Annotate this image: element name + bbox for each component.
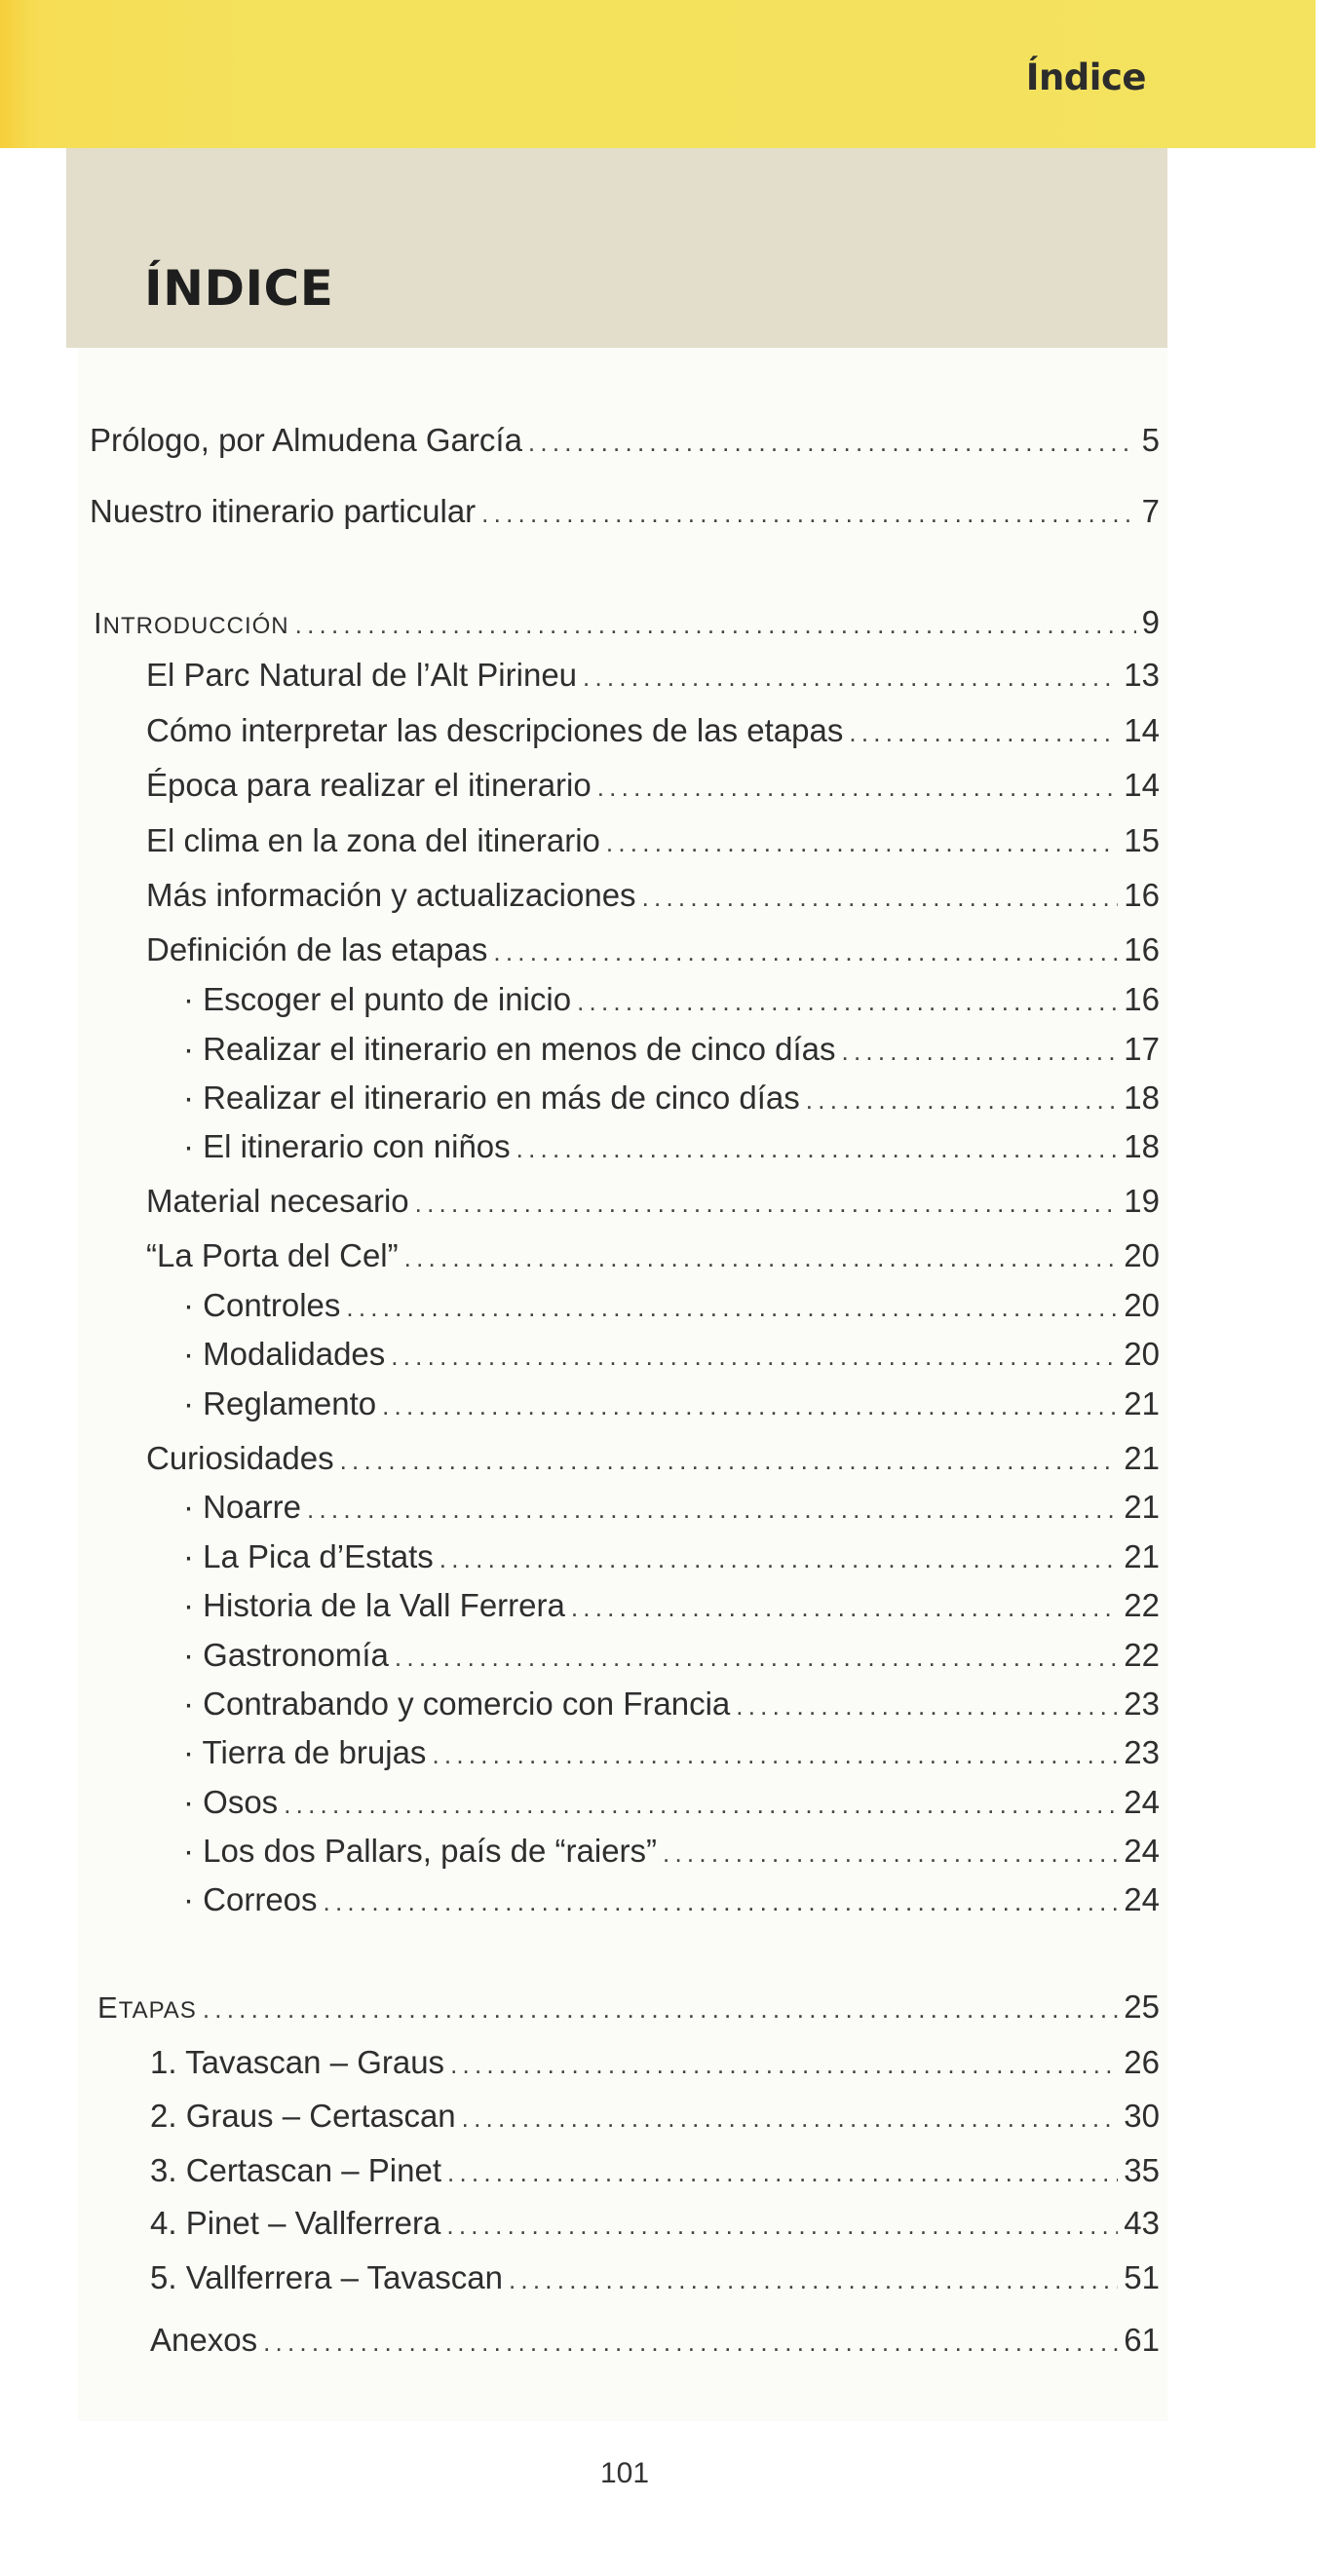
toc-entry-title: · Tierra de brujas: [183, 1734, 427, 1770]
toc-entry-title: · Correos: [183, 1881, 318, 1917]
dot-leader: [263, 2323, 1118, 2362]
toc-page-number: 35: [1124, 2152, 1160, 2188]
toc-entry-title: “La Porta del Cel”: [146, 1237, 399, 1273]
dot-leader: [432, 1735, 1118, 1774]
toc-entry-title: [97, 1989, 197, 2030]
toc-page-number: 21: [1124, 1489, 1160, 1525]
dot-leader: [842, 1032, 1119, 1071]
toc-entry: [183, 1384, 1160, 1425]
toc-page-number: 61: [1124, 2322, 1160, 2358]
toc-page-number: 21: [1124, 1385, 1160, 1421]
toc-page-number: 22: [1124, 1637, 1160, 1673]
toc-entry-title: · Escoger el punto de inicio: [183, 981, 572, 1017]
dot-leader: [395, 1638, 1118, 1677]
toc-page-number: 14: [1124, 767, 1160, 803]
section-head-initial: I: [94, 606, 103, 640]
toc-entry-title: · La Pica d’Estats: [183, 1538, 434, 1574]
dot-leader: [447, 2153, 1118, 2192]
toc-entry-title: · Realizar el itinerario en más de cinco días: [183, 1080, 800, 1116]
toc-entry-title: 1. Tavascan – Graus: [150, 2044, 445, 2080]
dot-leader: [577, 982, 1118, 1021]
toc-entry-title: El Parc Natural de l’Alt Pirineu: [146, 657, 578, 693]
page-number: 101: [599, 2457, 650, 2489]
section-head-rest: NTRODUCCIÓN: [102, 613, 289, 639]
dot-leader: [340, 1441, 1119, 1480]
toc-page-number: 16: [1124, 877, 1160, 913]
toc-entry-title: · Contrabando y comercio con Francia: [183, 1686, 731, 1722]
toc-entry-title: · Gastronomía: [183, 1637, 389, 1673]
toc-page-number: 18: [1124, 1080, 1160, 1116]
title-box: [66, 148, 1167, 348]
dot-leader: [391, 1337, 1118, 1376]
toc-page-number: 25: [1124, 1989, 1160, 2025]
toc-entry: [150, 2151, 1160, 2192]
dot-leader: [324, 1882, 1119, 1921]
toc-page-number: 7: [1141, 493, 1160, 529]
dot-leader: [583, 658, 1118, 697]
toc-page-number: 20: [1124, 1237, 1160, 1273]
toc-entry: [90, 492, 1160, 533]
toc-entry-title: · Modalidades: [183, 1336, 386, 1372]
toc-entry: [146, 930, 1160, 971]
toc-page-number: 23: [1124, 1734, 1160, 1770]
toc-entry-title: Época para realizar el itinerario: [146, 767, 592, 803]
toc-entry-title: 4. Pinet – Vallferrera: [150, 2205, 441, 2241]
toc-page-number: 30: [1124, 2098, 1160, 2134]
toc-entry-title: [94, 604, 289, 646]
toc-page-number: 18: [1124, 1128, 1160, 1164]
toc-entry: [146, 1182, 1160, 1223]
toc-page-number: 17: [1124, 1031, 1160, 1067]
section-head-initial: E: [97, 1990, 119, 2025]
toc-page-number: 14: [1124, 712, 1160, 748]
toc-entry-title: · Historia de la Vall Ferrera: [183, 1587, 565, 1623]
toc-page-number: 9: [1141, 604, 1160, 640]
dot-leader: [307, 1490, 1118, 1529]
section-heading-introduccion: [94, 603, 1160, 646]
section-head-rest: TAPAS: [118, 1997, 197, 2024]
toc-entry-title: Nuestro itinerario particular: [90, 493, 477, 529]
dot-leader: [516, 1129, 1119, 1168]
toc-page-number: 22: [1124, 1587, 1160, 1623]
toc-entry-title: Más información y actualizaciones: [146, 877, 636, 913]
toc-entry: [146, 711, 1160, 752]
toc-page-number: 24: [1124, 1881, 1160, 1917]
toc-entry-title: Cómo interpretar las descripciones de las etapas: [146, 712, 844, 748]
toc-page-number: 21: [1124, 1440, 1160, 1476]
toc-page-number: 20: [1124, 1287, 1160, 1323]
toc-entry: [183, 980, 1160, 1021]
toc-page-number: 23: [1124, 1686, 1160, 1722]
dot-leader: [642, 878, 1119, 917]
toc-entry: [90, 421, 1160, 462]
toc-entry: [183, 1488, 1160, 1529]
toc-entry-title: · Reglamento: [183, 1385, 377, 1421]
toc-entry-title: · El itinerario con niños: [183, 1128, 511, 1164]
toc-page-number: 43: [1124, 2205, 1160, 2241]
toc-entry-title: · Realizar el itinerario en menos de cinco días: [183, 1031, 836, 1067]
toc-entry: [146, 1236, 1160, 1277]
dot-leader: [849, 713, 1118, 752]
toc-entry-title: Anexos: [150, 2322, 258, 2358]
toc-entry-title: · Controles: [183, 1287, 341, 1323]
toc-page-number: 24: [1124, 1784, 1160, 1820]
toc-page-number: 51: [1124, 2259, 1160, 2295]
dot-leader: [597, 768, 1119, 807]
toc-entry: [183, 1335, 1160, 1376]
dot-leader: [663, 1834, 1118, 1873]
dot-leader: [203, 1989, 1118, 2028]
toc-page-number: 20: [1124, 1336, 1160, 1372]
dot-leader: [439, 1539, 1119, 1578]
dot-leader: [481, 494, 1135, 533]
toc-page-number: 13: [1124, 657, 1160, 693]
dot-leader: [346, 1288, 1118, 1327]
toc-page-number: 15: [1124, 822, 1160, 858]
toc-entry: [146, 876, 1160, 917]
toc-entry-title: Definición de las etapas: [146, 931, 488, 967]
toc-page-number: 26: [1124, 2044, 1160, 2080]
toc-entry: [183, 1586, 1160, 1627]
toc-entry: [183, 1880, 1160, 1921]
toc-entry: [150, 2258, 1160, 2299]
dot-leader: [415, 1184, 1119, 1223]
toc-entry-title: Curiosidades: [146, 1440, 334, 1476]
running-head: Índice: [1025, 57, 1146, 98]
toc-entry: [183, 1832, 1160, 1873]
toc-entry-title: Prólogo, por Almudena García: [90, 422, 522, 458]
toc-entry-title: 3. Certascan – Pinet: [150, 2152, 441, 2188]
section-heading-etapas: [97, 1988, 1160, 2030]
toc-entry: [183, 1030, 1160, 1071]
toc-entry: [150, 2321, 1160, 2362]
toc-entry-title: · Noarre: [183, 1489, 302, 1525]
dot-leader: [462, 2099, 1119, 2138]
dot-leader: [493, 932, 1118, 971]
dot-leader: [806, 1080, 1118, 1119]
toc-page-number: 16: [1124, 981, 1160, 1017]
toc-entry: [146, 766, 1160, 807]
dot-leader: [509, 2260, 1118, 2299]
dot-leader: [382, 1386, 1118, 1425]
dot-leader: [295, 605, 1136, 644]
toc-entry-title: 2. Graus – Certascan: [150, 2098, 456, 2134]
toc-entry-title: 5. Vallferrera – Tavascan: [150, 2259, 503, 2295]
dot-leader: [736, 1686, 1118, 1725]
toc-page-number: 19: [1124, 1183, 1160, 1219]
dot-leader: [606, 823, 1118, 862]
toc-entry: [146, 821, 1160, 862]
toc-entry: [150, 2043, 1160, 2084]
toc-entry: [183, 1537, 1160, 1578]
page-title: ÍNDICE: [144, 260, 334, 317]
toc-entry-title: El clima en la zona del itinerario: [146, 822, 600, 858]
toc-entry: [183, 1286, 1160, 1327]
toc-entry: [146, 1439, 1160, 1480]
dot-leader: [284, 1785, 1118, 1824]
toc-page-number: 24: [1124, 1833, 1160, 1869]
toc-entry: [183, 1733, 1160, 1774]
dot-leader: [404, 1238, 1119, 1277]
toc-entry: [183, 1783, 1160, 1824]
toc-entry: [183, 1079, 1160, 1119]
dot-leader: [450, 2045, 1118, 2084]
toc-entry-title: · Los dos Pallars, país de “raiers”: [183, 1833, 658, 1869]
dot-leader: [446, 2206, 1118, 2245]
toc-entry: [183, 1685, 1160, 1725]
toc-entry-title: Material necesario: [146, 1183, 409, 1219]
dot-leader: [571, 1588, 1118, 1627]
toc-entry: [146, 656, 1160, 697]
toc-page-number: 21: [1124, 1538, 1160, 1574]
dot-leader: [528, 423, 1136, 462]
toc-entry: [150, 2097, 1160, 2138]
toc-entry-title: · Osos: [183, 1784, 279, 1820]
toc-entry: [183, 1636, 1160, 1677]
toc-page-number: 16: [1124, 931, 1160, 967]
toc-page-number: 5: [1141, 422, 1160, 458]
toc-entry: [183, 1127, 1160, 1168]
toc-entry: [150, 2204, 1160, 2245]
